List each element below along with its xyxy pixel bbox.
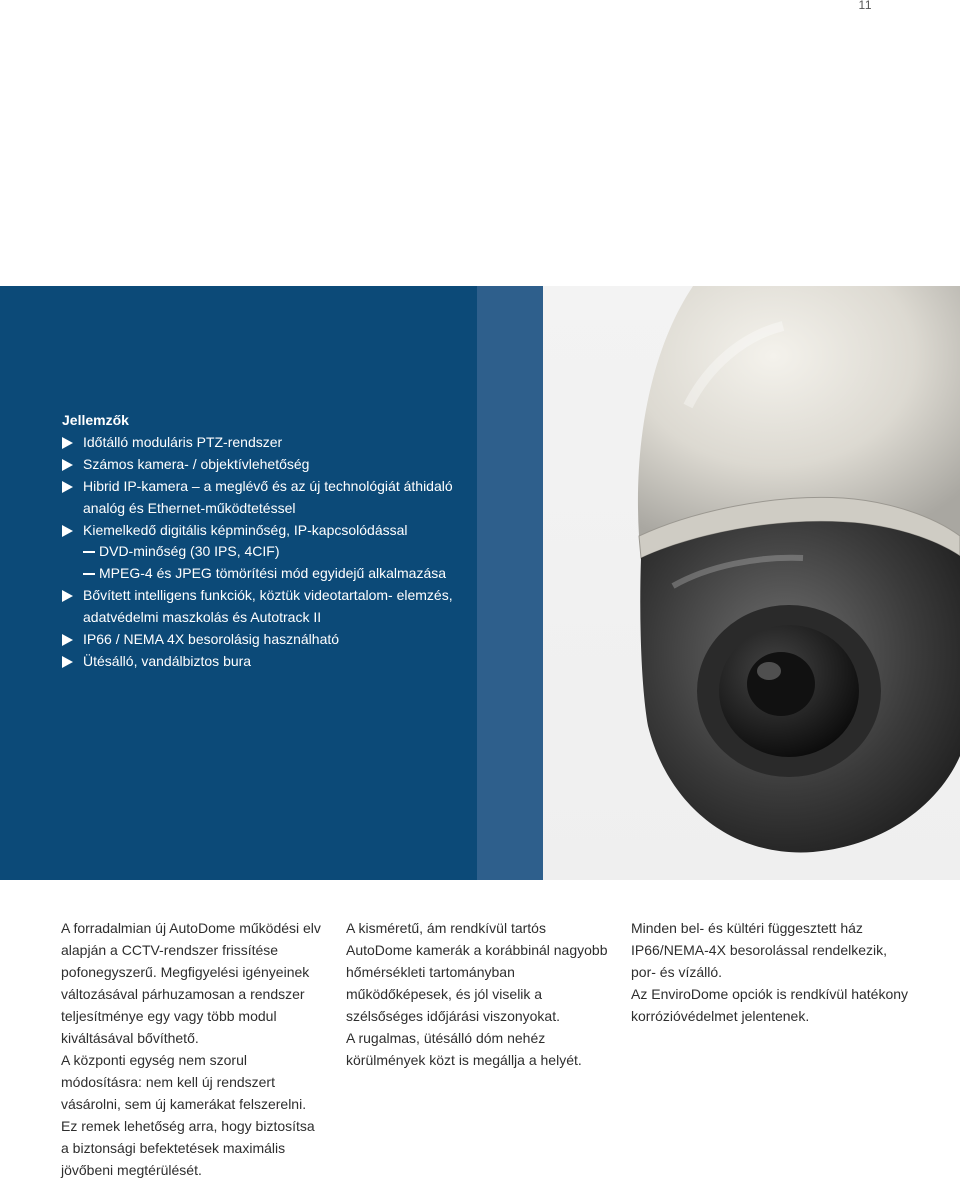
- paragraph: A kisméretű, ám rendkívül tartós AutoDome kamerák a korábbinál nagyobb hőmérsékleti tartományban működőképesek, és jól viselik a szélsőséges időjárási viszonyokat.: [346, 920, 608, 1024]
- triangle-bullet-icon: [62, 656, 73, 668]
- feature-subitem: DVD-minőség (30 IPS, 4CIF): [62, 541, 462, 563]
- text-column-2: [346, 917, 608, 1071]
- triangle-bullet-icon: [62, 634, 73, 646]
- page-number: 11: [858, 0, 872, 12]
- paragraph: Az EnviroDome opciók is rendkívül hatékony korrózióvédelmet jelentenek.: [631, 986, 909, 1024]
- feature-item: Ütésálló, vandálbiztos bura: [62, 651, 462, 673]
- text-column-3: [631, 917, 911, 1027]
- paragraph: A rugalmas, ütésálló dóm nehéz körülmények közt is megállja a helyét.: [346, 1030, 582, 1068]
- triangle-bullet-icon: [62, 590, 73, 602]
- hero-banner: [0, 286, 960, 880]
- feature-item: IP66 / NEMA 4X besorolásig használható: [62, 629, 462, 651]
- dash-icon: [83, 573, 95, 575]
- feature-subitem: MPEG-4 és JPEG tömörítési mód egyidejű alkalmazása: [62, 563, 462, 585]
- paragraph: A központi egység nem szorul módosításra: nem kell új rendszert vásárolni, sem új kamerákat felszerelni. Ez remek lehetőség arra, hogy biztosítsa a biztonsági befektetések maximális jövőbeni megtérülését.: [61, 1052, 315, 1178]
- accent-stripe: [477, 286, 543, 880]
- triangle-bullet-icon: [62, 437, 73, 449]
- feature-item: Hibrid IP-kamera – a meglévő és az új technológiát áthidaló analóg és Ethernet-működtetéssel: [62, 476, 462, 520]
- features-list: [62, 432, 462, 673]
- features-box: [62, 410, 462, 673]
- dash-icon: [83, 551, 95, 553]
- feature-item: Kiemelkedő digitális képminőség, IP-kapcsolódással: [62, 520, 462, 542]
- text-column-1: [61, 917, 323, 1181]
- triangle-bullet-icon: [62, 459, 73, 471]
- camera-photo: [543, 286, 960, 880]
- feature-item: Időtálló moduláris PTZ-rendszer: [62, 432, 462, 454]
- triangle-bullet-icon: [62, 481, 73, 493]
- paragraph: Minden bel- és kültéri függesztett ház IP66/NEMA-4X besorolással rendelkezik, por- és vízálló.: [631, 920, 888, 980]
- paragraph: A forradalmian új AutoDome működési elv alapján a CCTV-rendszer frissítése pofonegyszerű. Megfigyelési igényeinek változásával párhuzamosan a rendszer teljesítménye egy vagy több modul kiváltásával bővíthető.: [61, 920, 321, 1046]
- triangle-bullet-icon: [62, 525, 73, 537]
- features-title: Jellemzők: [62, 412, 129, 428]
- dome-camera-image: [543, 286, 960, 880]
- feature-item: Számos kamera- / objektívlehetőség: [62, 454, 462, 476]
- feature-item: Bővített intelligens funkciók, köztük videotartalom- elemzés, adatvédelmi maszkolás és Autotrack II: [62, 585, 462, 629]
